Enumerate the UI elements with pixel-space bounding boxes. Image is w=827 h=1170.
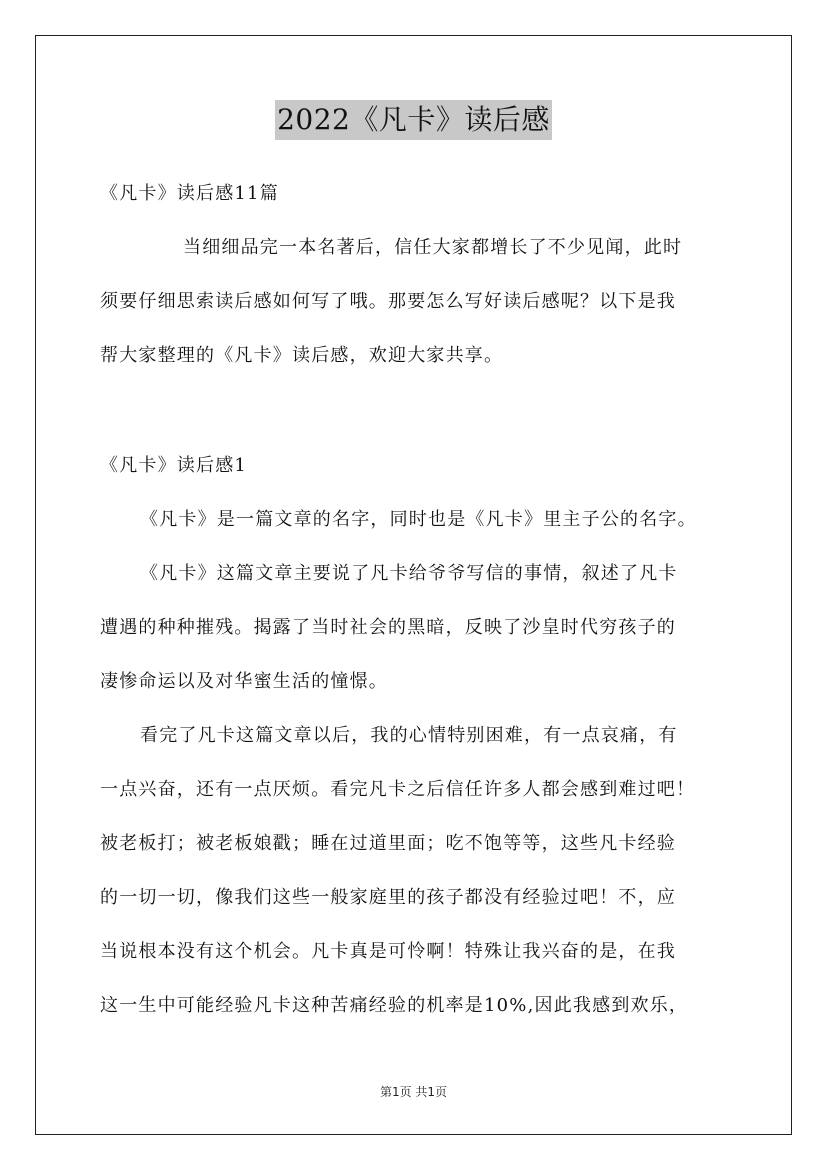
body-line: 当说根本没有这个机会。凡卡真是可怜啊！特殊让我兴奋的是，在我	[100, 941, 676, 962]
section-heading: 《凡卡》读后感1	[100, 455, 248, 476]
document-title: 2022《凡卡》读后感	[275, 100, 552, 140]
body-line: 遭遇的种种摧残。揭露了当时社会的黑暗，反映了沙皇时代穷孩子的	[100, 617, 676, 638]
body-line: 《凡卡》是一篇文章的名字，同时也是《凡卡》里主子公的名字。	[140, 509, 697, 530]
intro-line: 帮大家整理的《凡卡》读后感，欢迎大家共享。	[100, 345, 504, 366]
intro-line: 当细细品完一本名著后，信任大家都增长了不少见闻，此时	[183, 237, 683, 258]
body-line: 被老板打；被老板娘戳；睡在过道里面；吃不饱等等，这些凡卡经验	[100, 833, 676, 854]
title-container	[0, 100, 827, 140]
body-line: 凄惨命运以及对华蜜生活的憧憬。	[100, 671, 388, 692]
body-line: 一点兴奋，还有一点厌烦。看完凡卡之后信任许多人都会感到难过吧！	[100, 779, 696, 800]
subtitle: 《凡卡》读后感11篇	[100, 183, 279, 204]
page-number: 第1页 共1页	[379, 1085, 448, 1099]
body-line: 《凡卡》这篇文章主要说了凡卡给爷爷写信的事情，叙述了凡卡	[140, 563, 678, 584]
body-line: 这一生中可能经验凡卡这种苦痛经验的机率是10%,因此我感到欢乐，	[100, 995, 689, 1016]
body-line: 看完了凡卡这篇文章以后，我的心情特别困难，有一点哀痛，有	[140, 725, 678, 746]
body-line: 的一切一切，像我们这些一般家庭里的孩子都没有经验过吧！不，应	[100, 887, 676, 908]
intro-line: 须要仔细思索读后感如何写了哦。那要怎么写好读后感呢？以下是我	[100, 291, 676, 312]
